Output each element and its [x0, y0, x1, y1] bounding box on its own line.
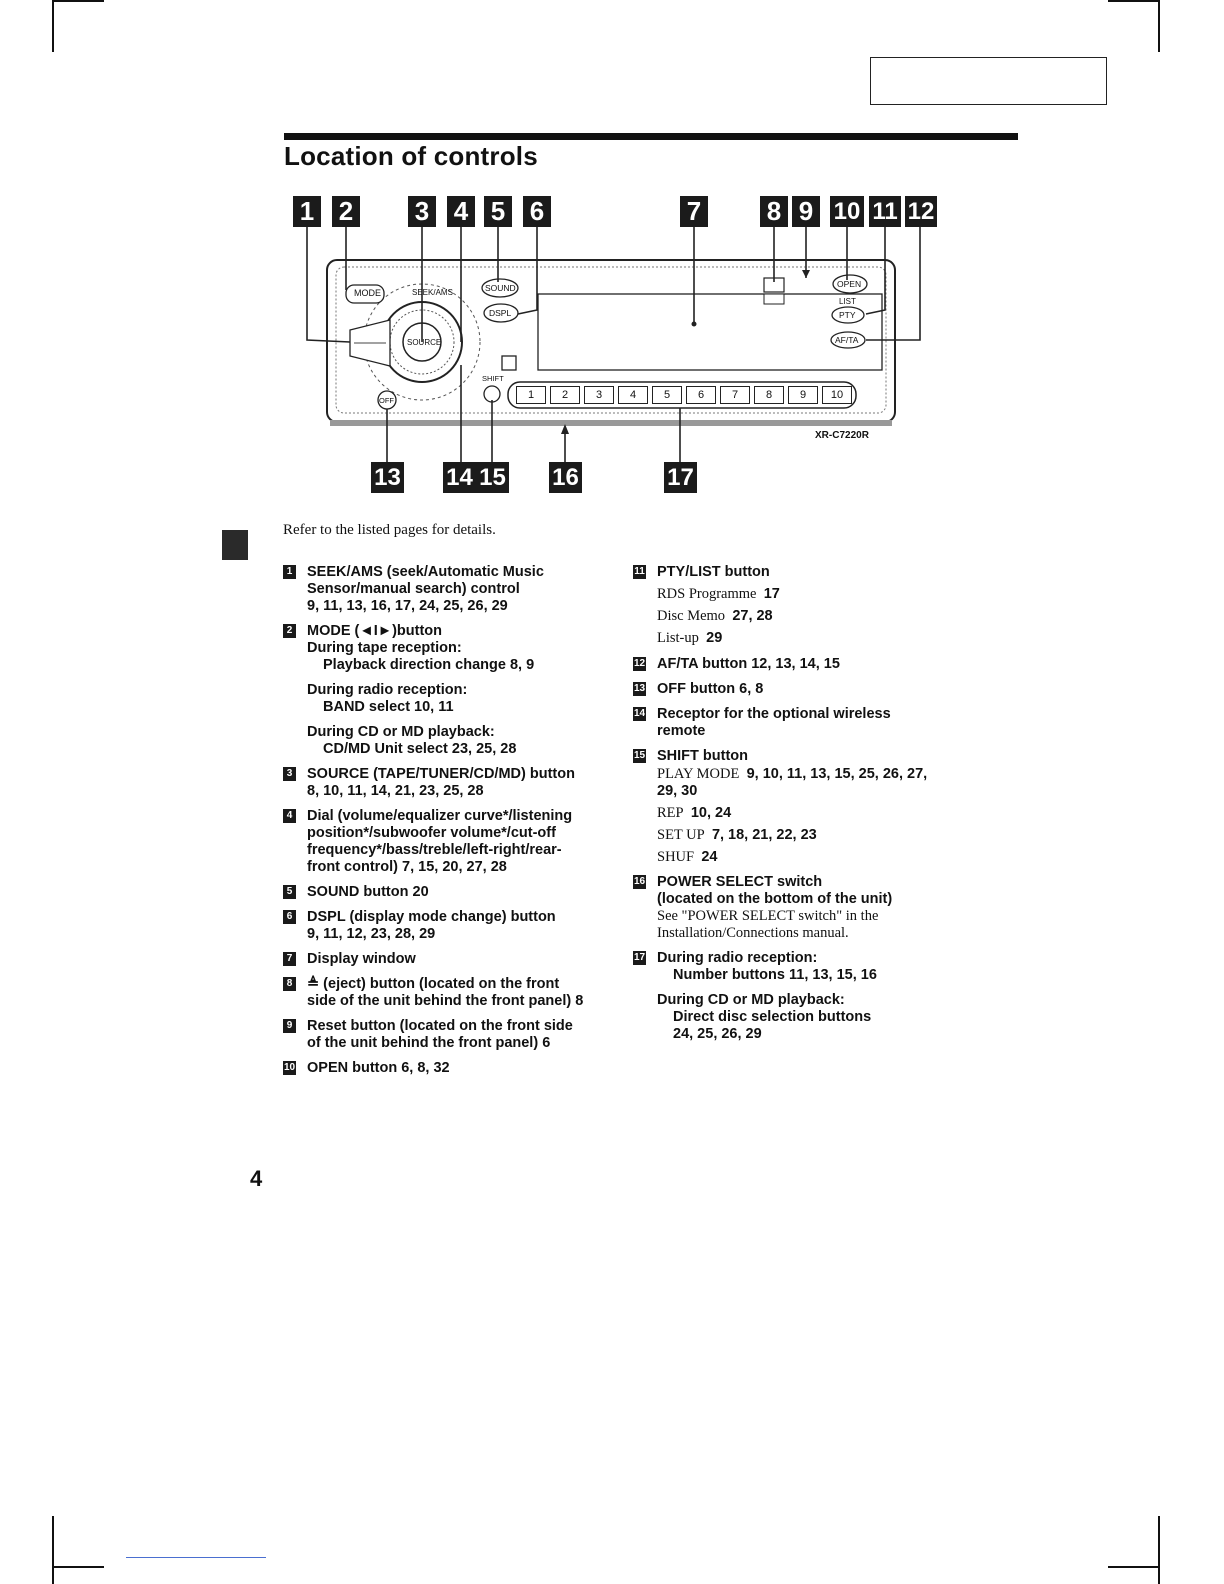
item-number: 13	[633, 683, 646, 694]
item-number: 14	[633, 708, 646, 719]
section-tab-box	[870, 57, 1107, 105]
crop-mark	[52, 0, 104, 2]
callout-9: 9	[792, 196, 820, 227]
source-label: SOURCE	[407, 338, 442, 347]
item-number: 3	[283, 767, 296, 781]
preset-button: 4	[618, 386, 648, 404]
item-line: DSPL (display mode change) button	[307, 909, 556, 925]
item-line: 9, 11, 12, 23, 28, 29	[307, 926, 436, 942]
callout-11: 11	[869, 196, 901, 227]
callout-8: 8	[760, 196, 788, 227]
preset-button: 2	[550, 386, 580, 404]
off-label: OFF	[379, 396, 394, 405]
item-line: Playback direction change 8, 9	[323, 657, 535, 673]
item-head: PTY/LIST button	[657, 564, 770, 580]
item-number: 9	[283, 1019, 296, 1033]
item-line: CD/MD Unit select 23, 25, 28	[323, 741, 517, 757]
item-note: See "POWER SELECT switch" in the	[657, 908, 879, 924]
item-number: 5	[283, 885, 296, 899]
item-head: remote	[657, 723, 706, 739]
callout-3: 3	[408, 196, 436, 227]
display-window	[538, 294, 882, 370]
item-number: 12	[633, 658, 646, 669]
item-line: MODE (◄I►)button	[307, 623, 443, 639]
callout-4: 4	[447, 196, 475, 227]
preset-button: 10	[822, 386, 852, 404]
callout-15: 15	[476, 462, 509, 493]
item-head: SHIFT button	[657, 748, 749, 764]
right-column	[633, 564, 953, 1044]
seek-label: SEEK/AMS	[412, 288, 453, 297]
item-note: Installation/Connections manual.	[657, 925, 849, 941]
heading-rule	[284, 133, 1018, 140]
sub-pages: 27, 28	[732, 608, 773, 624]
crop-mark	[1108, 1566, 1160, 1568]
sub-label: Disc Memo	[657, 608, 726, 624]
callout-7: 7	[680, 196, 708, 227]
sub-pages: 9, 10, 11, 13, 15, 25, 26, 27,	[746, 766, 928, 782]
item-line: During tape reception:	[307, 640, 462, 656]
intro-text: Refer to the listed pages for details.	[283, 522, 496, 538]
front-panel-shadow	[330, 420, 892, 426]
item-line: 24, 25, 26, 29	[673, 1026, 762, 1042]
callout-16: 16	[549, 462, 582, 493]
sub-pages: 17	[763, 586, 780, 602]
item-number: 8	[283, 977, 296, 991]
callout-14: 14	[443, 462, 476, 493]
crop-mark	[1108, 0, 1160, 2]
item-line: of the unit behind the front panel) 6	[307, 1035, 551, 1051]
item-line: position*/subwoofer volume*/cut-off	[307, 825, 556, 841]
callout-13: 13	[371, 462, 404, 493]
receptor	[502, 356, 516, 370]
item-line: Display window	[307, 951, 416, 967]
crop-mark	[1158, 0, 1160, 52]
callout-10: 10	[830, 196, 864, 227]
footer-link-line	[126, 1557, 266, 1558]
sound-label: SOUND	[485, 283, 516, 293]
item-line: SOUND button 20	[307, 884, 429, 900]
crop-mark	[52, 1566, 104, 1568]
sub-label: List-up	[657, 630, 699, 646]
item-line: 9, 11, 13, 16, 17, 24, 25, 26, 29	[307, 598, 508, 614]
list-label: LIST	[839, 297, 856, 306]
crop-mark	[52, 1516, 54, 1584]
item-line: OPEN button 6, 8, 32	[307, 1060, 450, 1076]
pty-label: PTY	[839, 310, 856, 320]
model-label: XR-C7220R	[815, 430, 869, 441]
item-line: Sensor/manual search) control	[307, 581, 520, 597]
item-head: Receptor for the optional wireless	[657, 706, 891, 722]
preset-button: 5	[652, 386, 682, 404]
sub-label: SHUF	[657, 849, 695, 865]
side-tab-marker	[222, 530, 248, 560]
item-head: AF/TA button 12, 13, 14, 15	[657, 656, 840, 672]
mode-label: MODE	[354, 288, 381, 298]
item-line: SEEK/AMS (seek/Automatic Music	[307, 564, 544, 580]
callout-6: 6	[523, 196, 551, 227]
sub-label: PLAY MODE	[657, 766, 740, 782]
preset-button: 8	[754, 386, 784, 404]
item-line: front control) 7, 15, 20, 27, 28	[307, 859, 507, 875]
callout-2: 2	[332, 196, 360, 227]
item-line: ≜ (eject) button (located on the front	[307, 976, 560, 992]
shift-button	[484, 386, 500, 402]
callout-5: 5	[484, 196, 512, 227]
item-line: Direct disc selection buttons	[673, 1009, 872, 1025]
item-number: 10	[283, 1062, 296, 1073]
sub-label: SET UP	[657, 827, 705, 843]
crop-mark	[1158, 1516, 1160, 1584]
preset-button: 6	[686, 386, 716, 404]
preset-button: 3	[584, 386, 614, 404]
preset-buttons	[516, 386, 852, 404]
item-line: SOURCE (TAPE/TUNER/CD/MD) button	[307, 766, 575, 782]
sub-pages: 7, 18, 21, 22, 23	[711, 827, 817, 843]
sub-pages: 29	[706, 630, 723, 646]
item-line: During CD or MD playback:	[657, 992, 845, 1008]
item-head: POWER SELECT switch	[657, 874, 823, 890]
unit-diagram	[280, 190, 950, 500]
item-number: 2	[283, 624, 296, 638]
preset-button: 7	[720, 386, 750, 404]
item-line: BAND select 10, 11	[323, 699, 454, 715]
sub-pages: 24	[701, 849, 718, 865]
item-line: Reset button (located on the front side	[307, 1018, 573, 1034]
item-line: During CD or MD playback:	[307, 724, 495, 740]
left-column	[283, 564, 603, 1084]
item-line: Number buttons 11, 13, 15, 16	[673, 967, 877, 983]
item-head: During radio reception:	[657, 950, 818, 966]
preset-button: 1	[516, 386, 546, 404]
item-number: 1	[283, 565, 296, 579]
preset-button: 9	[788, 386, 818, 404]
item-line: frequency*/bass/treble/left-right/rear-	[307, 842, 562, 858]
page-number: 4	[250, 1166, 263, 1191]
item-number: 11	[634, 566, 645, 577]
callout-17: 17	[664, 462, 697, 493]
item-number: 17	[633, 952, 646, 963]
item-line: side of the unit behind the front panel) 8	[307, 993, 584, 1009]
crop-mark	[52, 0, 54, 52]
dspl-label: DSPL	[489, 308, 512, 318]
sub-pages: 10, 24	[690, 805, 732, 821]
item-number: 16	[633, 876, 646, 887]
item-line: Dial (volume/equalizer curve*/listening	[307, 808, 573, 824]
sub-label: RDS Programme	[657, 586, 757, 602]
item-head: OFF button 6, 8	[657, 681, 764, 697]
sub-pages: 29, 30	[657, 783, 698, 799]
item-number: 6	[283, 910, 296, 924]
sub-label: REP	[657, 805, 684, 821]
item-line: During radio reception:	[307, 682, 468, 698]
open-label: OPEN	[837, 279, 862, 289]
reset-button	[764, 294, 784, 304]
unit-illustration	[280, 190, 950, 500]
item-head: (located on the bottom of the unit)	[657, 891, 893, 907]
item-number: 4	[283, 809, 296, 823]
afta-label: AF/TA	[835, 335, 859, 345]
page-title: Location of controls	[284, 141, 538, 171]
shift-label: SHIFT	[482, 374, 504, 383]
callout-1: 1	[293, 196, 321, 227]
callout-12: 12	[905, 196, 937, 227]
item-number: 15	[633, 750, 646, 761]
item-line: 8, 10, 11, 14, 21, 23, 25, 28	[307, 783, 484, 799]
item-number: 7	[283, 952, 296, 966]
